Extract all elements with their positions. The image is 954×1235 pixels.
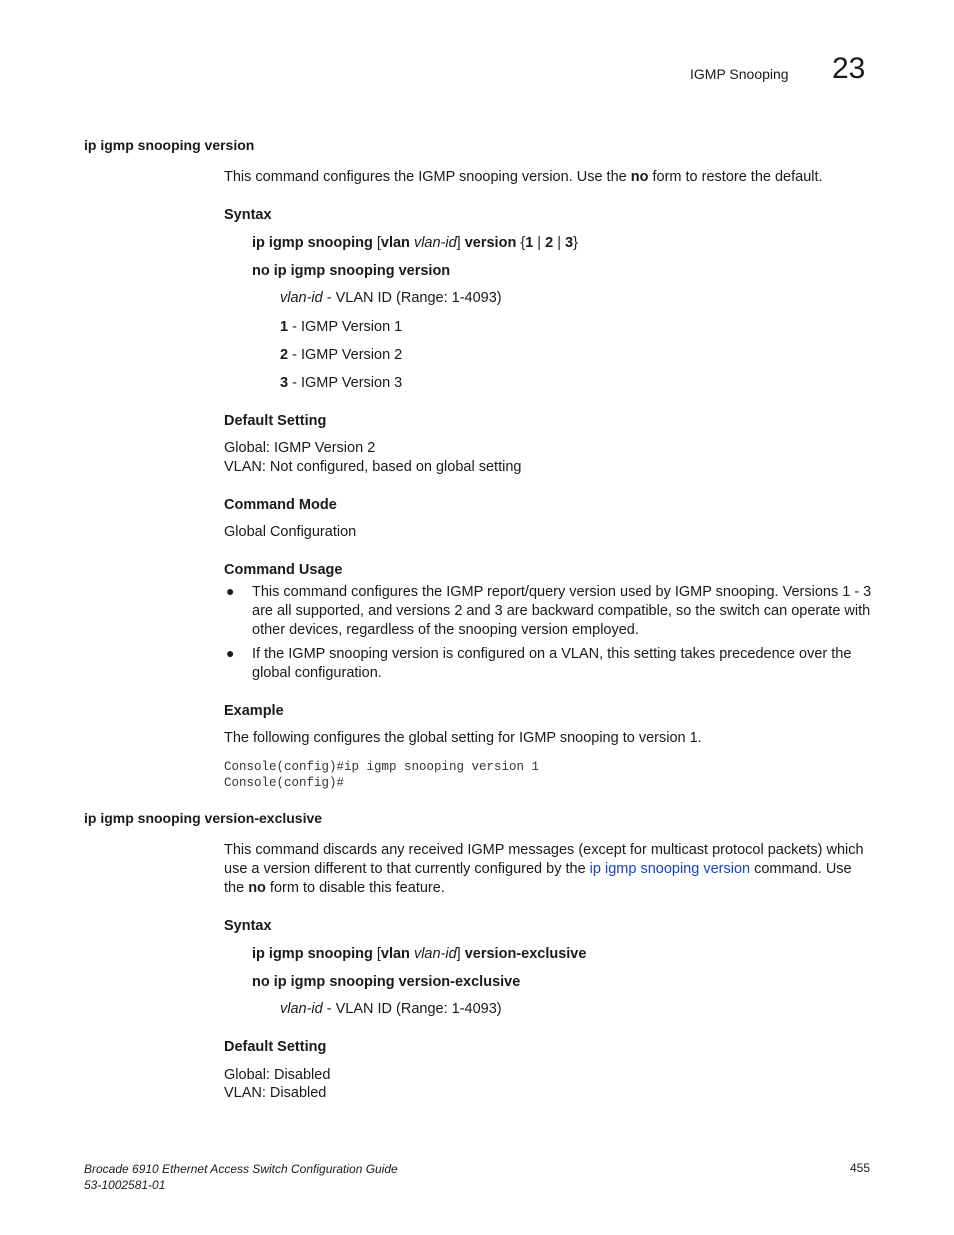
desc-text: form to disable this feature.	[265, 880, 445, 896]
chapter-number: 23	[832, 52, 866, 85]
code-line: Console(config)#	[224, 776, 345, 790]
default-heading: Default Setting	[224, 1039, 327, 1055]
param-item	[280, 1001, 502, 1017]
param-item	[280, 375, 402, 391]
default-line: Global: IGMP Version 2	[224, 440, 376, 456]
param-item	[280, 290, 502, 306]
default-line: VLAN: Disabled	[224, 1085, 327, 1101]
param-desc: - IGMP Version 2	[288, 347, 403, 363]
syntax-option: 1	[525, 235, 534, 251]
syntax-bracket: [	[372, 235, 381, 251]
param-desc: - VLAN ID (Range: 1-4093)	[322, 1001, 502, 1017]
syntax-keyword: version	[464, 235, 517, 251]
usage-heading: Command Usage	[224, 562, 343, 578]
param-name: 2	[280, 347, 289, 363]
syntax-keyword: version-exclusive	[464, 946, 587, 962]
param-desc: - VLAN ID (Range: 1-4093)	[322, 290, 502, 306]
syntax-line	[252, 235, 578, 251]
param-item	[280, 319, 402, 335]
bullet-icon: ●	[226, 645, 235, 661]
example-heading: Example	[224, 703, 284, 719]
default-heading: Default Setting	[224, 413, 327, 429]
syntax-keyword: vlan	[380, 235, 410, 251]
param-name: vlan-id	[280, 1001, 323, 1017]
mode-heading: Command Mode	[224, 497, 337, 513]
param-desc: - IGMP Version 3	[288, 375, 403, 391]
desc-keyword: no	[630, 169, 649, 185]
command-title: ip igmp snooping version	[84, 137, 255, 153]
syntax-bracket: ]	[456, 235, 465, 251]
param-name: vlan-id	[280, 290, 323, 306]
syntax-keyword: ip igmp snooping	[252, 235, 373, 251]
syntax-bracket: [	[372, 946, 381, 962]
page-number: 455	[850, 1161, 871, 1175]
footer-doc-number: 53-1002581-01	[84, 1178, 166, 1192]
command-link[interactable]: ip igmp snooping version	[589, 861, 751, 877]
syntax-bracket: ]	[456, 946, 465, 962]
syntax-keyword: ip igmp snooping	[252, 946, 373, 962]
footer-title: Brocade 6910 Ethernet Access Switch Configuration Guide	[84, 1162, 398, 1176]
desc-text: This command configures the IGMP snooping version. Use the	[224, 169, 631, 185]
usage-item: This command configures the IGMP report/query version used by IGMP snooping. Versions 1 - 3 are all supported, and versions 2 and 3 are backward compatible, so the switch can operate with other devices, regardless of the snooping version employed.	[252, 584, 872, 638]
desc-text: command. Use the	[224, 861, 852, 896]
bullet-icon: ●	[226, 583, 235, 599]
syntax-pipe: |	[553, 235, 565, 251]
syntax-param: vlan-id	[413, 235, 457, 251]
syntax-pipe: |	[533, 235, 546, 251]
mode-value: Global Configuration	[224, 524, 357, 540]
syntax-param: vlan-id	[413, 946, 457, 962]
command-title: ip igmp snooping version-exclusive	[84, 810, 323, 826]
param-desc: - IGMP Version 1	[288, 319, 403, 335]
syntax-keyword: vlan	[380, 946, 410, 962]
usage-item: If the IGMP snooping version is configured on a VLAN, this setting takes precedence over the global configuration.	[252, 646, 852, 681]
syntax-heading: Syntax	[224, 207, 272, 223]
example-text: The following configures the global setting for IGMP snooping to version 1.	[224, 730, 702, 746]
param-name: 3	[280, 375, 289, 391]
syntax-no-form: no ip igmp snooping version-exclusive	[252, 974, 521, 990]
param-name: 1	[280, 319, 289, 335]
param-item	[280, 347, 402, 363]
command-description	[224, 169, 823, 185]
running-header-section: IGMP Snooping	[690, 66, 789, 82]
syntax-option: 3	[565, 235, 574, 251]
syntax-no-form: no ip igmp snooping version	[252, 263, 451, 279]
desc-keyword: no	[248, 880, 266, 896]
desc-text: This command discards any received IGMP messages (except for multicast protocol packets) which use a version different to that currently configured by the	[224, 842, 864, 877]
desc-text: form to restore the default.	[648, 169, 823, 185]
syntax-heading: Syntax	[224, 918, 272, 934]
command-description	[224, 841, 872, 898]
default-line: VLAN: Not configured, based on global setting	[224, 459, 522, 475]
default-line: Global: Disabled	[224, 1067, 331, 1083]
syntax-line	[252, 946, 586, 962]
code-line: Console(config)#ip igmp snooping version 1	[224, 760, 540, 774]
syntax-brace: }	[573, 235, 578, 251]
syntax-option: 2	[545, 235, 554, 251]
syntax-brace: {	[516, 235, 526, 251]
